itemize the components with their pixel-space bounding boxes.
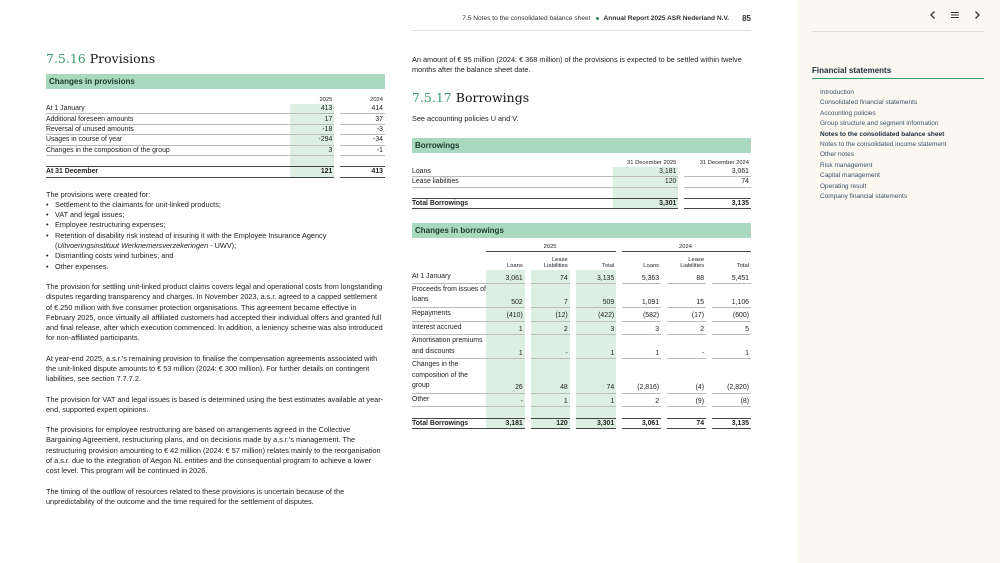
cell-value: 3,135: [576, 270, 617, 284]
cell-value: (9): [667, 394, 706, 408]
changes-in-borrowings-table: [412, 243, 751, 429]
table-row: [412, 308, 751, 322]
changes-in-provisions-band: Changes in provisions: [46, 74, 385, 89]
cell-value: 1: [622, 335, 661, 359]
value-2024: 37: [340, 114, 385, 124]
col-header-dec-2024: 31 December 2024: [699, 159, 749, 166]
cell-value: -: [486, 394, 525, 408]
value-2025: -18: [290, 125, 335, 135]
cell-value: 509: [576, 284, 617, 308]
sidebar-item[interactable]: Introduction: [820, 89, 854, 96]
borrowings-title: Borrowings: [455, 89, 530, 105]
table-row: [46, 146, 385, 156]
cell-value: 120: [531, 418, 570, 429]
value-2024: 414: [340, 104, 385, 114]
nav-icons: [928, 10, 982, 23]
bullet-item-uwv: [46, 231, 385, 252]
row-label: At 1 January: [46, 104, 290, 114]
paragraph-timing: The timing of the outflow of resources related to these provisions is uncertain because of the unpredictability of the outcome and the time required for the settlement of disputes.: [46, 486, 345, 506]
sidebar-item[interactable]: Company financial statements: [820, 193, 908, 201]
total-label: Total Borrowings: [412, 198, 613, 209]
provisions-intro: The provisions were created for:: [46, 189, 151, 199]
borrowings-number: 7.5.17: [412, 89, 452, 105]
cell-value: (422): [576, 308, 617, 322]
total-2025: 121: [290, 166, 335, 177]
value-2024: 74: [684, 177, 751, 187]
table-row: [412, 335, 751, 359]
cell-value: (17): [667, 308, 706, 322]
cell-value: 1: [576, 394, 617, 408]
table-row: [412, 284, 751, 308]
value-2025: 3,181: [613, 167, 679, 177]
borrowings-table: [412, 159, 751, 209]
table-row: [412, 270, 751, 284]
sidebar-item[interactable]: Capital management: [820, 172, 880, 180]
cell-value: (8): [712, 394, 751, 408]
value-2025: 17: [290, 114, 335, 124]
row-label: At 1 January: [412, 270, 486, 284]
cell-value: 15: [667, 284, 706, 308]
cell-value: 5: [712, 322, 751, 336]
cell-value: 7: [531, 284, 570, 308]
subcol-total: Total: [601, 263, 615, 270]
bullet-item: • VAT and legal issues;: [46, 210, 385, 220]
bullet-item: • Other expenses.: [46, 262, 385, 272]
bullet-uwv-italic: Uitvoeringsinstituut Werknemersverzekeringen: [57, 241, 209, 251]
settlement-text: An amount of € 95 million (2024: € 368 million) of the provisions is expected to be settled within twelve months after the balance sheet date.: [412, 55, 742, 75]
total-label: At 31 December: [46, 166, 290, 177]
total-2025: 3,301: [613, 198, 679, 209]
chevron-right-icon[interactable]: [972, 10, 982, 23]
subcol-lease: Lease Liabilities: [543, 257, 568, 270]
provisions-bullets: [46, 200, 385, 272]
borrowings-heading: [412, 90, 751, 105]
cell-value: 74: [667, 418, 706, 429]
cell-value: 48: [531, 359, 570, 393]
sidebar-item[interactable]: Risk management: [820, 161, 873, 169]
cell-value: 26: [486, 359, 525, 393]
cell-value: 1: [576, 335, 617, 359]
cell-value: 1,091: [622, 284, 661, 308]
cell-value: (2,816): [622, 359, 661, 393]
table-row: [46, 125, 385, 135]
separator-dot-icon: [596, 17, 599, 20]
cell-value: 5,363: [622, 270, 661, 284]
sidebar-title[interactable]: Financial statements: [812, 66, 984, 79]
row-label: Total Borrowings: [412, 418, 486, 429]
value-2025: 3: [290, 146, 335, 156]
row-label: Other: [412, 394, 486, 408]
cell-value: 3,135: [712, 418, 751, 429]
menu-icon[interactable]: [950, 10, 960, 23]
row-label: Changes in the composition of the group: [46, 146, 290, 156]
cell-value: (600): [712, 308, 751, 322]
table-row: [412, 394, 751, 408]
subcol-total: Total: [736, 263, 749, 270]
cell-value: (582): [622, 308, 661, 322]
value-2024: -1: [340, 146, 385, 156]
cell-value: 74: [531, 270, 570, 284]
row-label: Amortisation premiums and discounts: [412, 335, 486, 359]
sidebar-item[interactable]: Group structure and segment information: [820, 120, 939, 128]
cell-value: 74: [576, 359, 617, 393]
cell-value: 2: [622, 394, 661, 408]
table-row: [412, 177, 751, 187]
cell-value: 88: [667, 270, 706, 284]
subcol-loans: Loans: [643, 263, 660, 270]
paragraph-unit-linked: The provision for settling unit-linked product claims covers legal and operational costs from longstanding disputes regarding transparency and charges. In November 2023, a.s.r. agreed to a capped settlement of € 250 million with five consumer protection organisations. This agreement became effective in February 2025, once virtually all affiliated customers had accepted their individual offers and granted full and final release, after which execution commenced. In addition, a leniency scheme was also introduced for non-affiliated participants.: [46, 281, 383, 343]
cell-value: 3,181: [486, 418, 525, 429]
sidebar-item[interactable]: Consolidated financial statements: [820, 99, 918, 107]
changes-total-row: [412, 418, 751, 429]
provisions-table: [46, 96, 385, 178]
cell-value: 3: [576, 322, 617, 336]
panel-divider: [812, 31, 984, 32]
provisions-total-row: [46, 166, 385, 177]
row-label: Interest accrued: [412, 322, 486, 336]
total-2024: 413: [340, 166, 385, 177]
provisions-number: 7.5.16: [46, 51, 86, 66]
sidebar-item[interactable]: Notes to the consolidated income statement: [820, 141, 947, 149]
sidebar-item[interactable]: Operating result: [820, 182, 867, 190]
table-row: [412, 322, 751, 336]
chevron-left-icon[interactable]: [928, 10, 938, 23]
sidebar-item[interactable]: Notes to the consolidated balance sheet: [820, 130, 945, 138]
cell-value: 3,301: [576, 418, 617, 429]
cell-value: 1: [712, 335, 751, 359]
col-header-dec-2025: 31 December 2025: [627, 159, 677, 166]
sidebar-list: [820, 88, 946, 202]
table-row: [46, 135, 385, 145]
bullet-item: • Dismantling costs wind turbines; and: [46, 251, 385, 261]
header-report-title: Annual Report 2025 ASR Nederland N.V.: [603, 15, 730, 22]
cell-value: 1: [531, 394, 570, 408]
table-row: [46, 104, 385, 114]
cell-value: 5,451: [712, 270, 751, 284]
bullet-uwv-open: (: [55, 241, 58, 251]
subcol-loans: Loans: [506, 263, 523, 270]
table-row: [412, 359, 751, 393]
sidebar-item[interactable]: Accounting policies: [820, 109, 876, 117]
value-2025: 120: [613, 177, 679, 187]
bullet-uwv-text: Retention of disability risk instead of insuring it with the Employee Insurance Agency: [55, 230, 327, 240]
borrowings-band: Borrowings: [412, 138, 751, 153]
provisions-text: [46, 190, 385, 508]
table-row: [412, 167, 751, 177]
year-header-2024: 2024: [622, 243, 751, 252]
cell-value: 2: [531, 322, 570, 336]
cell-value: (410): [486, 308, 525, 322]
cell-value: 502: [486, 284, 525, 308]
row-label: Lease liabilities: [412, 177, 613, 187]
borrowings-total-row: [412, 198, 751, 209]
page-number: 85: [742, 14, 751, 23]
navigation-panel: [797, 0, 1000, 563]
cell-value: (4): [667, 359, 706, 393]
cell-value: (2,820): [712, 359, 751, 393]
year-header-2025: 2025: [486, 243, 616, 252]
bullet-uwv-close: - UWV);: [208, 241, 237, 251]
value-2024: -3: [340, 125, 385, 135]
cell-value: 1: [486, 322, 525, 336]
row-label: Reversal of unused amounts: [46, 125, 290, 135]
provisions-heading: [46, 51, 385, 66]
row-label: Additional foreseen amounts: [46, 114, 290, 124]
cell-value: 1: [486, 335, 525, 359]
value-2025: 413: [290, 104, 335, 114]
row-label: Proceeds from issues of loans: [412, 284, 486, 308]
header-divider: [412, 30, 751, 31]
row-label: Repayments: [412, 308, 486, 322]
page-header: [462, 14, 751, 23]
row-label: Loans: [412, 167, 613, 177]
paragraph-restructuring: The provisions for employee restructuring are based on arrangements agreed in the Collective Bargaining Agreement, restructuring plans, and on decisions made by a.s.r.'s management. The restructuring provision amounting to € 42 million (2024: € 57 million) relates mainly to the reorganisation of a.s.r. due to the integration of Aegon NL entities and the consequential program to achieve a lower cost level. This program will be continued in 2026.: [46, 425, 381, 476]
cell-value: -: [667, 335, 706, 359]
subcol-lease: Lease Liabilities: [680, 257, 705, 270]
borrowings-section: [412, 55, 751, 429]
cell-value: (12): [531, 308, 570, 322]
total-2024: 3,135: [684, 198, 751, 209]
bullet-item: • Settlement to the claimants for unit-linked products;: [46, 200, 385, 210]
row-label: Usages in course of year: [46, 135, 290, 145]
bullet-item: • Employee restructuring expenses;: [46, 220, 385, 230]
cell-value: 1,106: [712, 284, 751, 308]
cell-value: 3,061: [622, 418, 661, 429]
value-2025: -294: [290, 135, 335, 145]
paragraph-vat: The provision for VAT and legal issues is based is determined using the best estimates available at year-end, supported expert opinions.: [46, 394, 384, 414]
changes-in-borrowings-band: Changes in borrowings: [412, 223, 751, 238]
table-row: [46, 114, 385, 124]
sidebar-item[interactable]: Other notes: [820, 151, 854, 159]
col-header-2025: 2025: [319, 97, 333, 103]
paragraph-year-end: At year-end 2025, a.s.r.'s remaining provision to finalise the compensation agreements associated with the unit-linked dispute amounts to € 53 million (2024: € 300 million). For further details on contingent liabilities, see section 7.7.7.2.: [46, 353, 378, 384]
provisions-section: [46, 51, 385, 517]
col-header-2024: 2024: [370, 97, 383, 103]
value-2024: -34: [340, 135, 385, 145]
cell-value: -: [531, 335, 570, 359]
see-policies-text: See accounting policies U and V.: [412, 113, 519, 123]
cell-value: 3: [622, 322, 661, 336]
row-label: Changes in the composition of the group: [412, 359, 486, 393]
value-2024: 3,061: [684, 167, 751, 177]
cell-value: 2: [667, 322, 706, 336]
header-section: 7.5 Notes to the consolidated balance sheet: [462, 15, 591, 22]
cell-value: 3,061: [486, 270, 525, 284]
provisions-title: Provisions: [89, 51, 156, 66]
